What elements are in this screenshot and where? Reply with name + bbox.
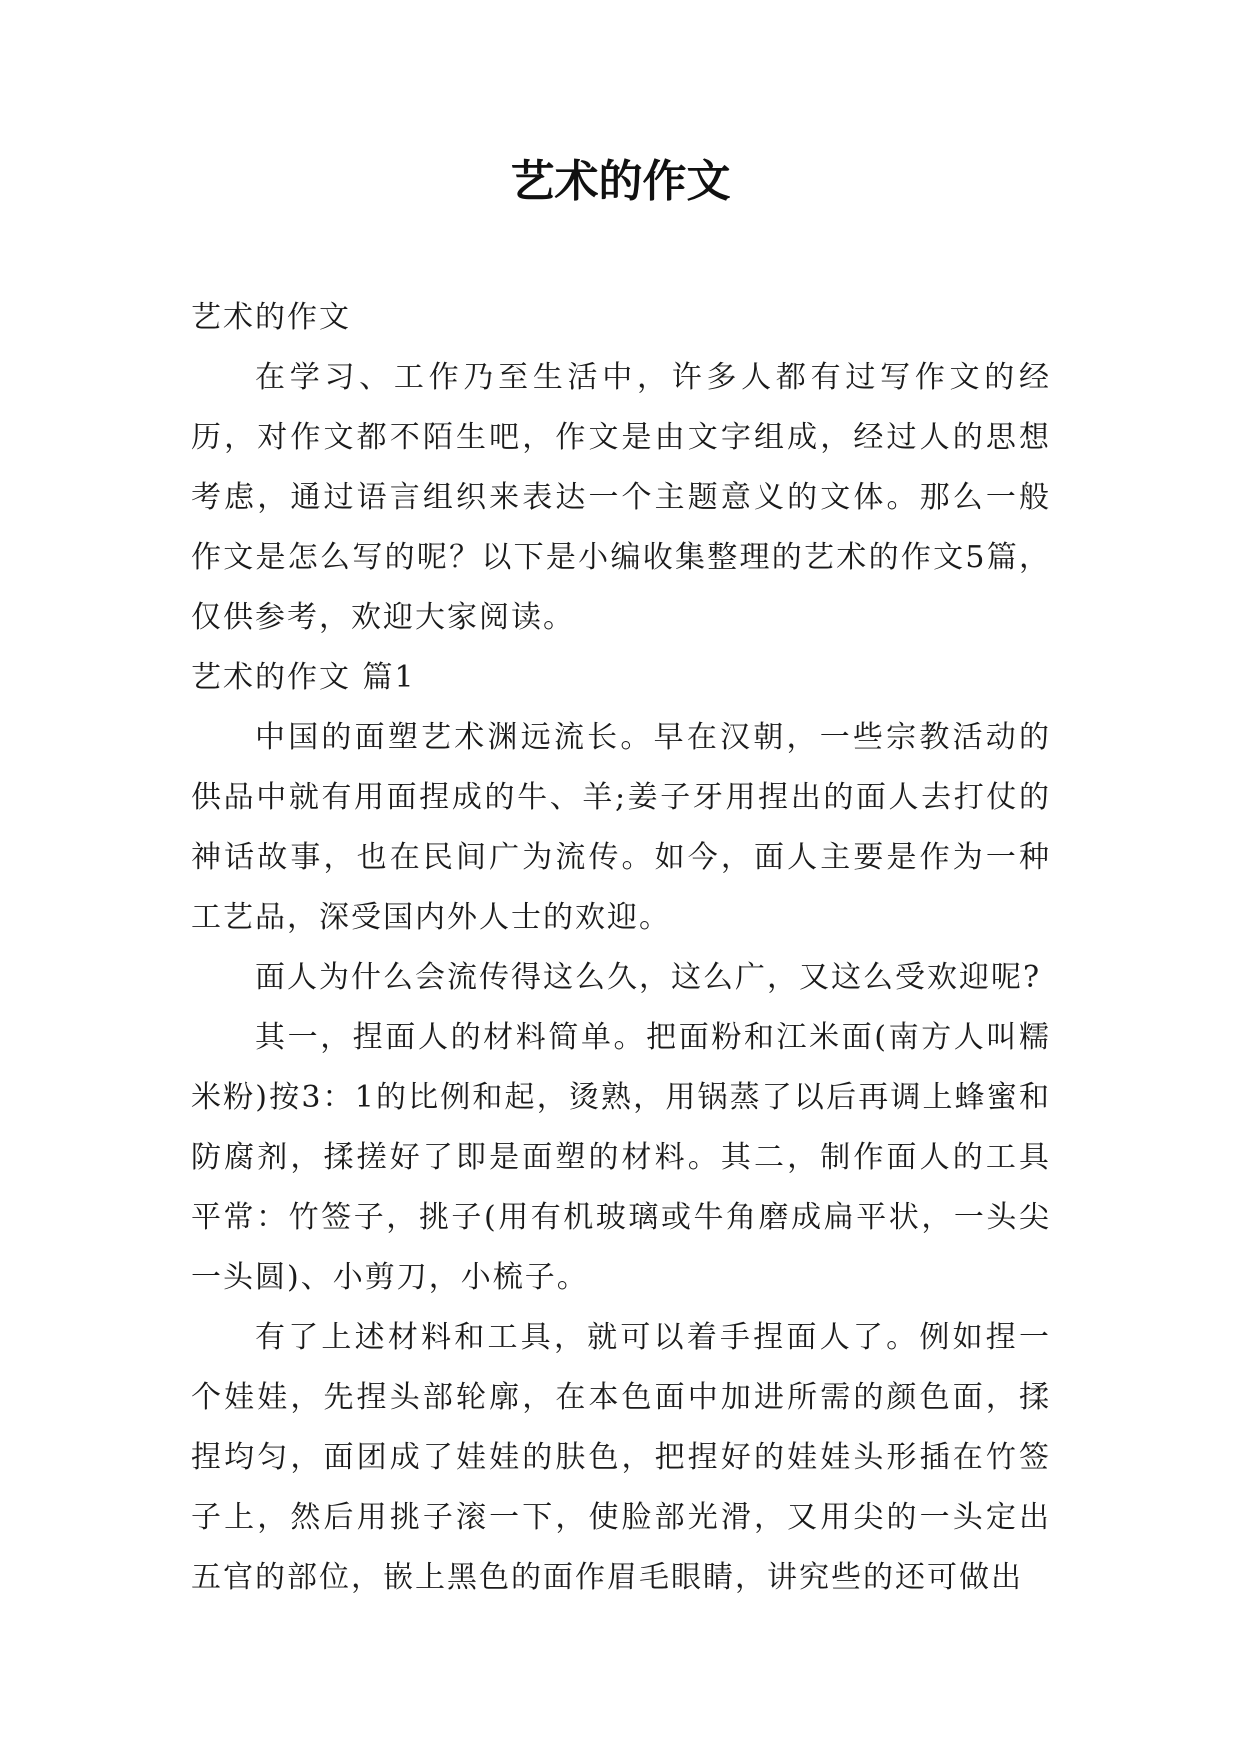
body-paragraph: 其一，捏面人的材料简单。把面粉和江米面(南方人叫糯米粉)按3：1的比例和起，烫熟，用锅蒸了以后再调上蜂蜜和防腐剂，揉搓好了即是面塑的材料。其二，制作面人的工具平常：竹签子，挑子(用有机玻璃或牛角磨成扁平状，一头尖一头圆)、小剪刀，小梳子。 bbox=[191, 1020, 1051, 1295]
body-paragraph: 中国的面塑艺术渊远流长。早在汉朝，一些宗教活动的供品中就有用面捏成的牛、羊;姜子牙用捏出的面人去打仗的神话故事，也在民间广为流传。如今，面人主要是作为一种工艺品，深受国内外人士的欢迎。 bbox=[191, 720, 1051, 935]
section-heading: 艺术的作文 篇1 bbox=[191, 660, 416, 695]
body-paragraph: 面人为什么会流传得这么久，这么广，又这么受欢迎呢? bbox=[255, 960, 1042, 995]
body-paragraph: 有了上述材料和工具，就可以着手捏面人了。例如捏一个娃娃，先捏头部轮廓，在本色面中加进所需的颜色面，揉捏均匀，面团成了娃娃的肤色，把捏好的娃娃头形插在竹签子上，然后用挑子滚一下，使脸部光滑，又用尖的一头定出五官的部位，嵌上黑色的面作眉毛眼睛，讲究些的还可做出 bbox=[191, 1320, 1051, 1595]
document-body bbox=[191, 288, 1051, 1608]
section-heading: 艺术的作文 bbox=[191, 300, 351, 335]
document-title: 艺术的作文 bbox=[510, 156, 731, 207]
intro-paragraph: 在学习、工作乃至生活中，许多人都有过写作文的经历，对作文都不陌生吧，作文是由文字组成，经过人的思想考虑，通过语言组织来表达一个主题意义的文体。那么一般作文是怎么写的呢？以下是小编收集整理的艺术的作文5篇，仅供参考，欢迎大家阅读。 bbox=[191, 360, 1051, 635]
